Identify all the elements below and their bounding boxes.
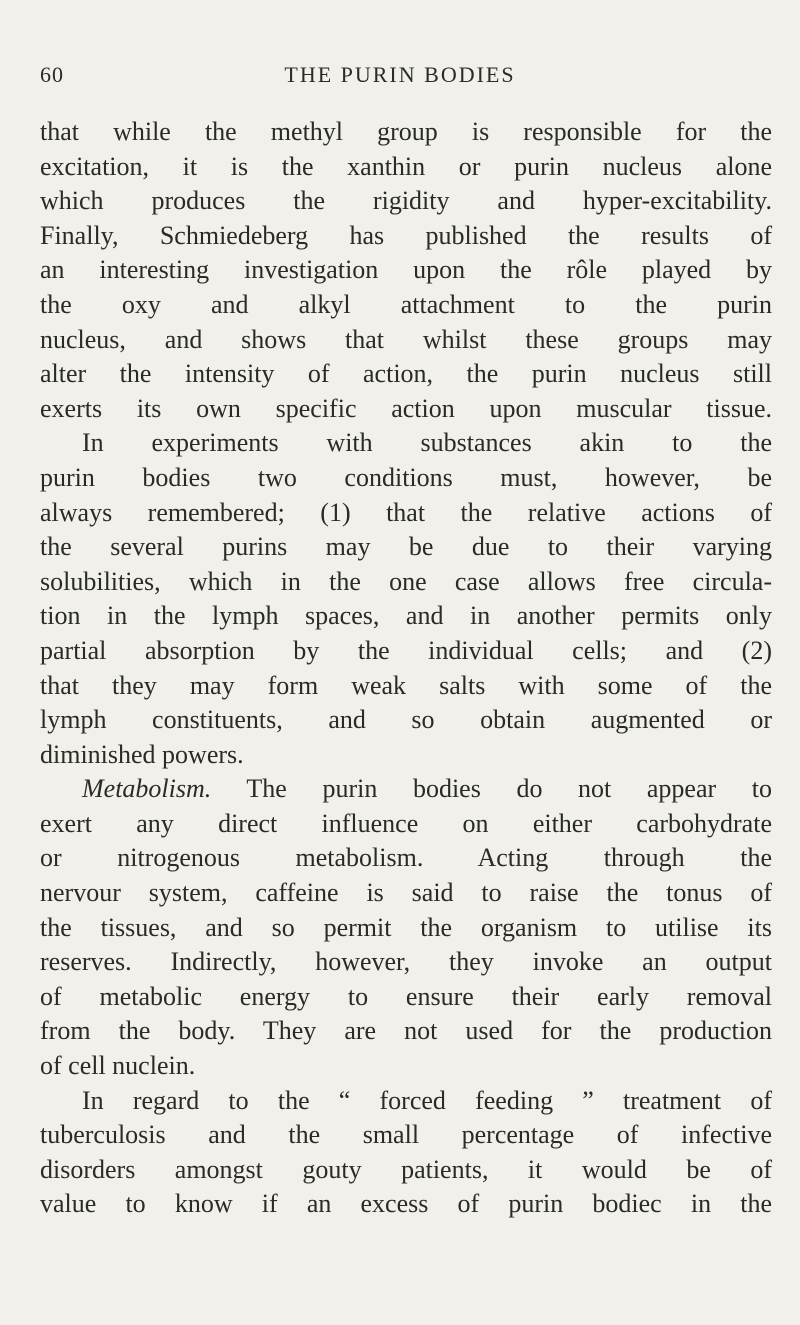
text-line: disorders amongst gouty patients, it would be of (40, 1154, 772, 1184)
text-line: or nitrogenous metabolism. Acting through the (40, 843, 772, 873)
text-line: nucleus, and shows that whilst these groups may (40, 324, 772, 354)
text-line: that while the methyl group is responsible for the (40, 117, 772, 146)
text-run: The purin bodies do not appear to (246, 774, 773, 804)
text-line: exert any direct influence on either carbohydrate (40, 808, 772, 838)
text-line: Finally, Schmiedeberg has published the results of (40, 220, 772, 250)
text-line: value to know if an excess of purin bodiec in the (40, 1189, 772, 1219)
text-line: an interesting investigation upon the rôle played by (40, 255, 772, 285)
text-line: the tissues, and so permit the organism to utilise its (40, 912, 772, 942)
text-line: alter the intensity of action, the purin nucleus still (40, 359, 772, 389)
text-line: excitation, it is the xanthin or purin nucleus alone (40, 151, 772, 181)
section-heading-metabolism: Metabolism. (82, 774, 212, 804)
text-line: exerts its own specific action upon muscular tissue. (40, 393, 772, 423)
text-line: that they may form weak salts with some of the (40, 670, 772, 700)
text-line: lymph constituents, and so obtain augmented or (40, 705, 772, 735)
running-head: THE PURIN BODIES (284, 62, 516, 87)
metabolism-line (40, 772, 772, 807)
text-line: the several purins may be due to their varying (40, 532, 772, 562)
text-line: tion in the lymph spaces, and in another permits only (40, 601, 772, 631)
paragraph-start-line: In experiments with substances akin to the (82, 428, 772, 458)
text-line: of cell nuclein. (40, 1051, 196, 1081)
body-text (40, 115, 772, 1222)
text-line: reserves. Indirectly, however, they invoke an output (40, 947, 772, 977)
paragraph-start-line: In regard to the “ forced feeding ” treatment of (82, 1085, 772, 1115)
text-line: solubilities, which in the one case allows free circula- (40, 566, 772, 596)
text-line: tuberculosis and the small percentage of infective (40, 1120, 772, 1150)
text-line: partial absorption by the individual cells; and (2) (40, 635, 772, 665)
text-line: of metabolic energy to ensure their early removal (40, 981, 772, 1011)
text-line: from the body. They are not used for the production (40, 1016, 772, 1046)
text-line: nervour system, caffeine is said to raise the tonus of (40, 878, 772, 908)
text-line: always remembered; (1) that the relative actions of (40, 497, 772, 527)
text-line: purin bodies two conditions must, however, be (40, 462, 772, 492)
text-line: the oxy and alkyl attachment to the purin (40, 289, 772, 319)
text-line: which produces the rigidity and hyper-excitability. (40, 186, 772, 216)
page-number: 60 (40, 62, 64, 87)
text-line: diminished powers. (40, 739, 244, 769)
